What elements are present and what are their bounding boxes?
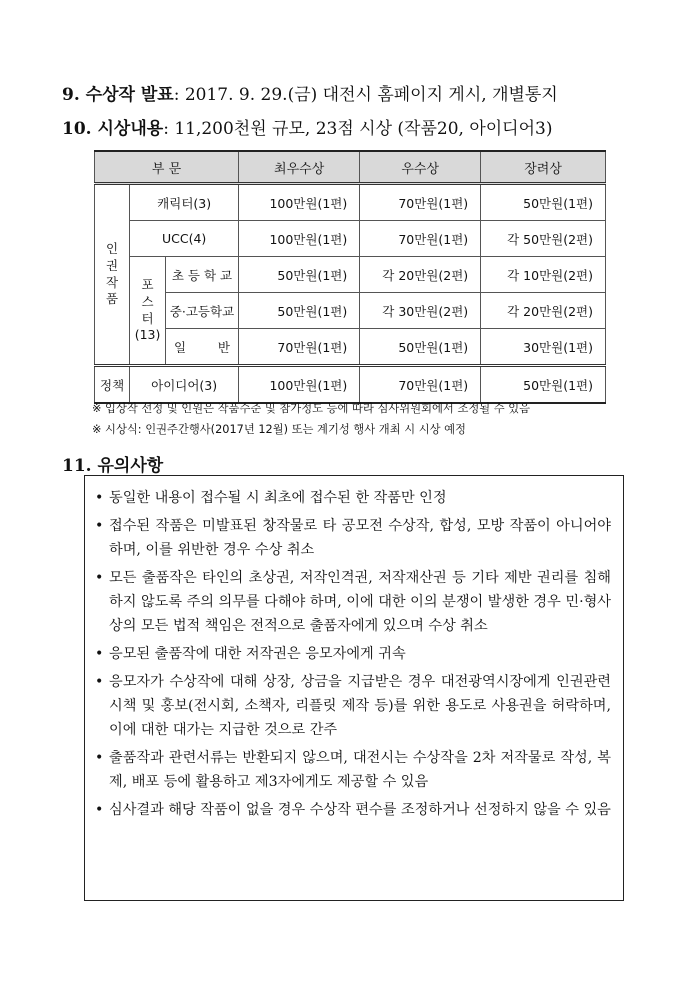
group-policy: 정책 <box>95 366 130 404</box>
cell-encouragement: 각 50만원(2편) <box>481 221 606 257</box>
cell-grand: 50만원(1편) <box>239 293 360 329</box>
table-header-row <box>95 151 606 184</box>
section-10 <box>62 114 552 139</box>
list-item <box>95 642 611 666</box>
list-item <box>95 746 611 794</box>
note-ceremony: ※ 시상식: 인권주간행사(2017년 12월) 또는 계기성 행사 개최 시 시상 예정 <box>92 423 466 436</box>
cell-encouragement: 각 10만원(2편) <box>481 257 606 293</box>
bullet-icon: • <box>95 490 104 506</box>
row-category: 중·고등학교 <box>165 293 238 329</box>
section-11 <box>62 451 163 476</box>
section-9 <box>62 80 558 105</box>
cautions-box <box>84 475 624 901</box>
row-category: 캐릭터(3) <box>130 184 239 221</box>
bullet-icon: • <box>95 646 104 662</box>
section-9-text: : 2017. 9. 29.(금) 대전시 홈페이지 게시, 개별통지 <box>173 85 558 105</box>
cell-grand: 100만원(1편) <box>239 366 360 404</box>
note-selection: ※ 입상작 선정 및 인원은 작품수준 및 참가정도 등에 따라 심사위원회에서 조정될 수 있음 <box>92 402 531 415</box>
row-category: 초 등 학 교 <box>165 257 238 293</box>
section-11-label: 11. 유의사항 <box>62 456 164 476</box>
row-category: UCC(4) <box>130 221 239 257</box>
header-grand: 최우수상 <box>239 151 360 184</box>
caution-text: 동일한 내용이 접수될 시 최초에 접수된 한 작품만 인정 <box>109 490 447 506</box>
header-category: 부 문 <box>95 151 239 184</box>
cell-encouragement: 50만원(1편) <box>481 184 606 221</box>
caution-text: 모든 출품작은 타인의 초상권, 저작인격권, 저작재산권 등 기타 제반 권리를 침해하지 않도록 주의 의무를 다해야 하며, 이에 대한 이의 분쟁이 발생한 경우 민·형사상의 모든 법적 책임은 전적으로 출품자에게 있으며 수상 취소 <box>109 570 611 634</box>
group-human-rights-works: 인 권 작 품 <box>95 184 130 366</box>
table-row <box>95 329 606 366</box>
caution-text: 심사결과 해당 작품이 없을 경우 수상작 편수를 조정하거나 선정하지 않을 수 있음 <box>109 802 611 818</box>
list-item <box>95 514 611 562</box>
cell-grand: 100만원(1편) <box>239 184 360 221</box>
header-encouragement: 장려상 <box>481 151 606 184</box>
section-10-text: : 11,200천원 규모, 23점 시상 (작품20, 아이디어3) <box>163 119 553 139</box>
group-poster: 포 스 터 (13) <box>130 257 166 366</box>
list-item <box>95 566 611 638</box>
row-category: 일 반 <box>165 329 238 366</box>
cell-excellence: 각 30만원(2편) <box>360 293 481 329</box>
section-10-label: 10. 시상내용 <box>62 119 164 139</box>
cell-grand: 50만원(1편) <box>239 257 360 293</box>
bullet-icon: • <box>95 518 104 534</box>
cell-encouragement: 30만원(1편) <box>481 329 606 366</box>
list-item <box>95 670 611 742</box>
cell-excellence: 70만원(1편) <box>360 366 481 404</box>
caution-text: 접수된 작품은 미발표된 창작물로 타 공모전 수상작, 합성, 모방 작품이 아니어야 하며, 이를 위반한 경우 수상 취소 <box>109 518 611 558</box>
table-row <box>95 257 606 293</box>
cell-excellence: 50만원(1편) <box>360 329 481 366</box>
list-item <box>95 486 611 510</box>
bullet-icon: • <box>95 570 104 586</box>
award-table <box>94 150 606 404</box>
bullet-icon: • <box>95 750 104 766</box>
section-9-label: 9. 수상작 발표 <box>62 85 174 105</box>
bullet-icon: • <box>95 802 104 818</box>
cell-excellence: 각 20만원(2편) <box>360 257 481 293</box>
caution-text: 응모자가 수상작에 대해 상장, 상금을 지급받은 경우 대전광역시장에게 인권관련 시책 및 홍보(전시회, 소책자, 리플릿 제작 등)를 위한 용도로 사용권을 허락하며, 이에 대한 대가는 지급한 것으로 간주 <box>109 674 611 738</box>
bullet-icon: • <box>95 674 104 690</box>
cell-excellence: 70만원(1편) <box>360 184 481 221</box>
cell-encouragement: 각 20만원(2편) <box>481 293 606 329</box>
table-row <box>95 221 606 257</box>
table-row <box>95 293 606 329</box>
caution-text: 응모된 출품작에 대한 저작권은 응모자에게 귀속 <box>109 646 406 662</box>
cell-encouragement: 50만원(1편) <box>481 366 606 404</box>
cell-grand: 100만원(1편) <box>239 221 360 257</box>
table-row <box>95 366 606 404</box>
row-category: 아이디어(3) <box>130 366 239 404</box>
header-excellence: 우수상 <box>360 151 481 184</box>
list-item <box>95 798 611 822</box>
cell-grand: 70만원(1편) <box>239 329 360 366</box>
table-row <box>95 184 606 221</box>
cell-excellence: 70만원(1편) <box>360 221 481 257</box>
caution-text: 출품작과 관련서류는 반환되지 않으며, 대전시는 수상작을 2차 저작물로 작성, 복제, 배포 등에 활용하고 제3자에게도 제공할 수 있음 <box>109 750 611 790</box>
